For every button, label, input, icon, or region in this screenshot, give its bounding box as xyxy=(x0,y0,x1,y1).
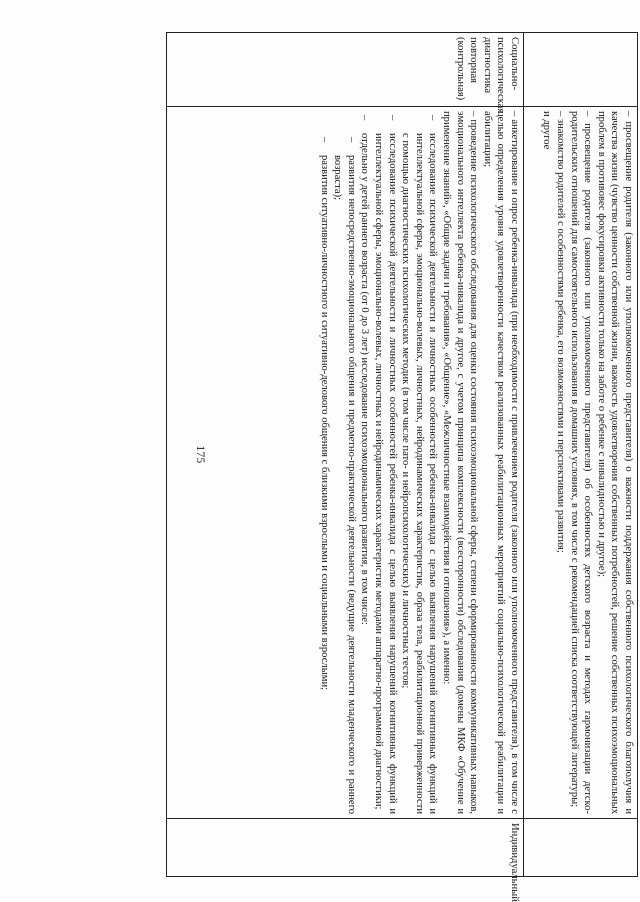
sub-list-item xyxy=(399,111,440,814)
rotated-document-page xyxy=(64,32,638,902)
list-item: и другое xyxy=(541,111,553,150)
sub-sub-list-text: развития непосредственно-эмоционального общения и предметно-практической деятельности (ведущие деятельности младенческого и раннего возраста); xyxy=(332,155,357,814)
content-cell xyxy=(524,107,638,819)
dash-marker: – xyxy=(359,115,371,121)
program-table xyxy=(166,32,638,902)
page-number: 175 xyxy=(194,445,206,464)
service-name-cell: Социально-психологическая диагностика повторная (контрольная) xyxy=(167,33,524,107)
sub-list-text: отдельно у детей раннего возраста (от 0 до 3 лет) исследование психоэмоционального развития, в том числе: xyxy=(359,133,371,625)
sub-list-text: исследование психической деятельности и личностных особенностей ребенка-инвалида с целью выявления нарушений когнитивных функций и интеллектуальной сферы, эмоционально-волевых, личностных и нейродинамических характеристик методами аппаратно-программной диагностики; xyxy=(373,133,398,814)
sub-list-item xyxy=(371,111,398,814)
dash-marker: – xyxy=(318,137,330,143)
sub-sub-list-item xyxy=(331,111,358,814)
list-item: – проведение психологического обследования для оценки состояния психоэмоциональной сферы, степени сформированности коммуникативных навыков, эмоционального интеллекта ребенка-инвалида и другое, с учетом принципа комплексности (всесторонности) обследования (домены МКФ «Обучение и применение знаний», «Общие задачи и требования», «Общение», «Межличностные взаимодействия и отношения»), а именно: xyxy=(441,111,480,814)
table-row xyxy=(524,33,638,877)
name-cell-empty xyxy=(524,33,638,107)
list-item: – просвещение родителя (законного или уполномоченного представителя) об особенностях детского возраста и методах гармонизации детско-родительских отношений для самостоятельного использования в домашних условиях, в том числе с рекомендацией списка соответствующей литературы; xyxy=(568,111,594,814)
sub-sub-list-text: развития ситуативно-личностного и ситуативно-делового общения с близкими взрослыми и социальными взрослыми; xyxy=(318,155,330,691)
type-cell-empty xyxy=(524,819,638,877)
sub-list-text: исследование психической деятельности и личностных особенностей ребенка-инвалида с целью выявления нарушений когнитивных функций и интеллектуальной сферы, эмоционально-волевых, личностных, нейродинамических характеристик, образа тела, реабилитационной приверженности с помощью диагностических психологических методик (в том числе пато- и нейропсихологических) и личностных тестов; xyxy=(400,133,439,814)
dash-marker: – xyxy=(427,115,439,121)
dash-marker: – xyxy=(386,115,398,121)
dash-marker: – xyxy=(345,137,357,143)
table-row xyxy=(167,33,524,877)
content-cell xyxy=(167,107,524,819)
list-item: – анкетирование и опрос ребенка-инвалида (при необходимости с привлечением родителя (законного или уполномоченного представителя), в том числе с целью определения уровня удовлетворенности качеством реализованных реабилитационных мероприятий социально-психологической реабилитации и абилитации; xyxy=(481,111,520,814)
service-type-cell: Индивидуальный xyxy=(167,819,524,877)
sub-sub-list-item xyxy=(317,111,331,814)
list-item: – просвещение родителя (законного или уполномоченного представителя) о важности поддержания собственного психологического благополучия и качества жизни (чувство ценности собственной жизни, важность удовлетворения собственных потребностей, решение собственных психоэмоциональных проблем в противовес фокусировки активности только на заботе о ребенке с инвалидностью и другое); xyxy=(595,111,634,814)
list-item: – знакомство родителей с особенностями ребенка, его возможностями и перспективами развития; xyxy=(555,111,567,553)
sub-list-item xyxy=(358,111,372,814)
